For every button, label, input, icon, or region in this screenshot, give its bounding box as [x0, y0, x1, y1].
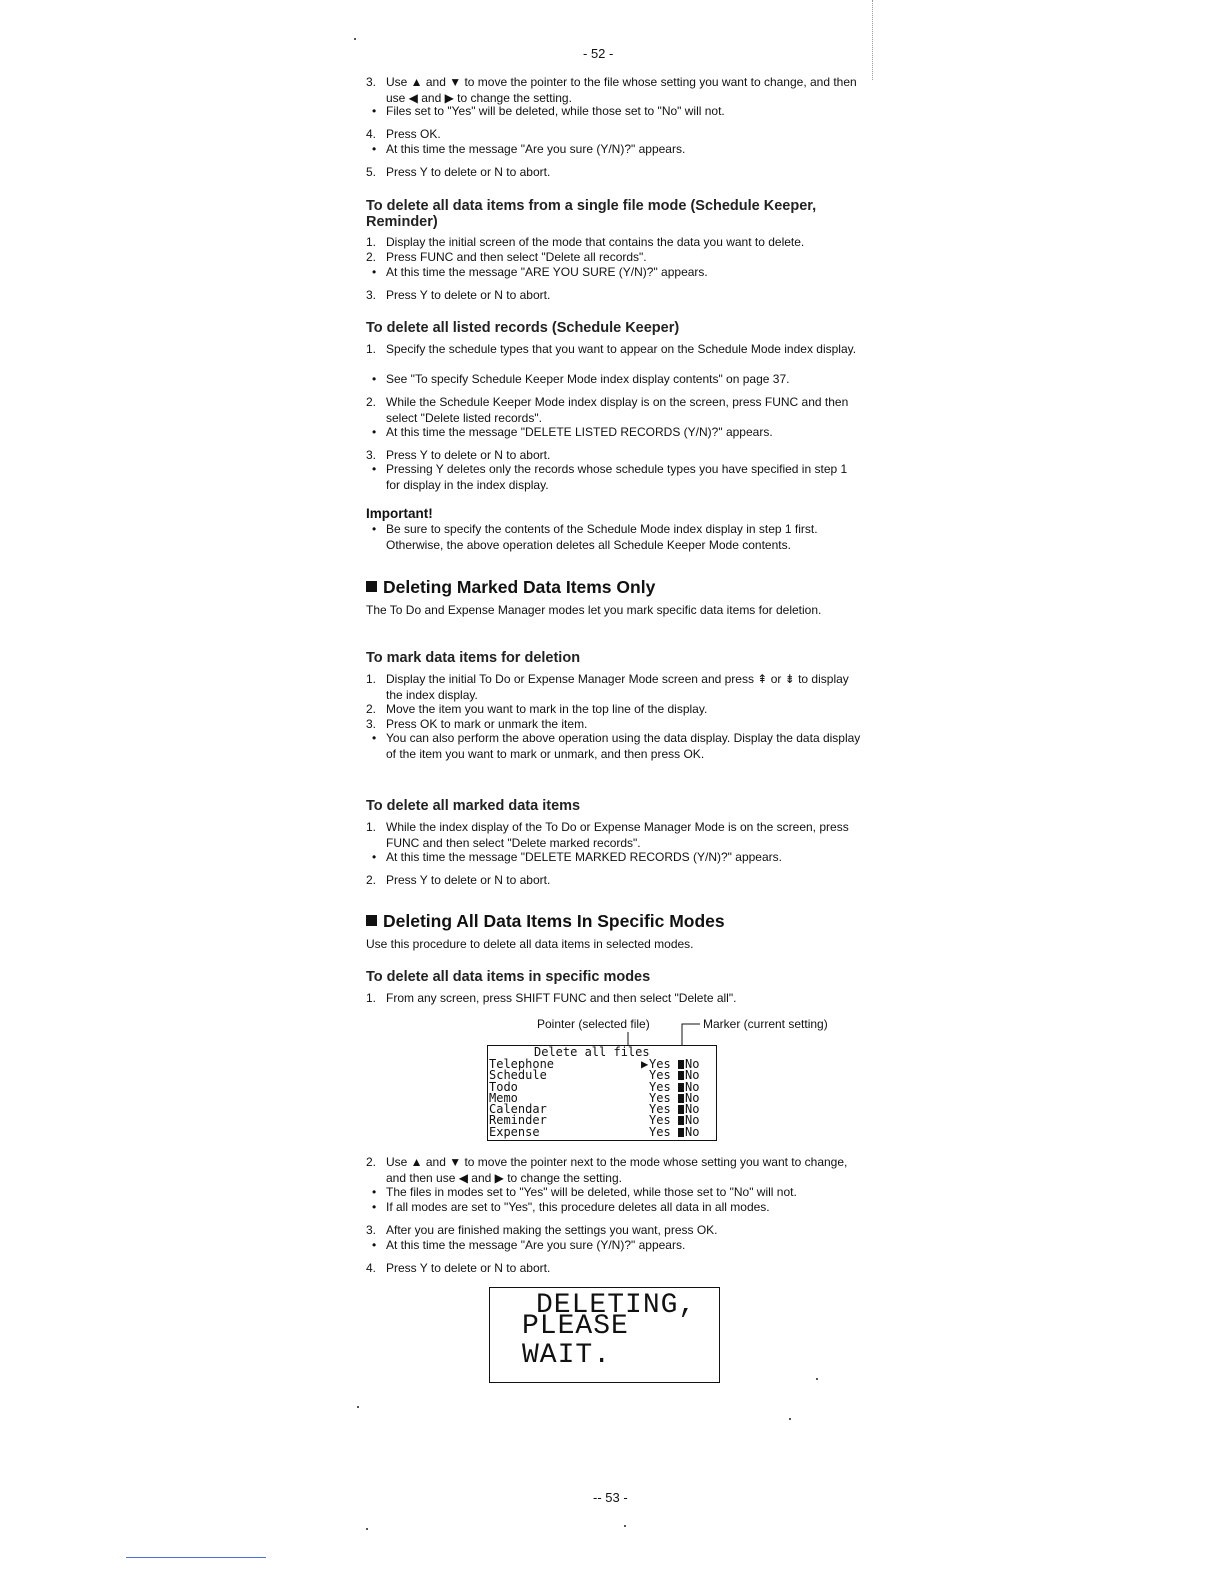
- marker-icon: [678, 1094, 684, 1103]
- intro-bullet-2: • At this time the message "Are you sure (Y/N)?" appears.: [372, 142, 686, 156]
- mark-heading: To mark data items for deletion: [366, 650, 581, 666]
- marker-icon: [678, 1116, 684, 1125]
- lcd-title: Delete all files: [534, 1045, 650, 1059]
- delete-marked-bullet: • At this time the message "DELETE MARKED RECORDS (Y/N)?" appears.: [372, 850, 782, 864]
- important-heading: Important!: [366, 506, 433, 521]
- lcd-deleting-line2: PLEASE WAIT.: [522, 1311, 629, 1371]
- mark-step-2: 2. Move the item you want to mark in the top line of the display.: [366, 702, 708, 716]
- mark-bullet: • You can also perform the above operation using the data display. Display the data display of the item you want to mark or unmark, and then press OK.: [372, 731, 861, 761]
- listed-bullet-2: • At this time the message "DELETE LISTED RECORDS (Y/N)?" appears.: [372, 425, 773, 439]
- all-modes-bullet-2a: • The files in modes set to "Yes" will be deleted, while those set to "No" will not.: [372, 1185, 797, 1199]
- lcd-deleting-line1: DELETING,: [536, 1290, 697, 1321]
- delete-marked-heading: To delete all marked data items: [366, 798, 581, 814]
- delete-marked-step-1: 1. While the index display of the To Do or Expense Manager Mode is on the screen, press FUNC and then select "Delete marked records".: [366, 820, 849, 850]
- marker-icon: [678, 1071, 684, 1080]
- marker-icon: [678, 1083, 684, 1092]
- callout-marker-label: Marker (current setting): [703, 1017, 828, 1031]
- intro-step-4: 4. Press OK.: [366, 127, 441, 141]
- all-modes-step-4: 4. Press Y to delete or N to abort.: [366, 1261, 551, 1275]
- pointer-icon: ▶: [641, 1057, 649, 1071]
- single-step-1: 1. Display the initial screen of the mode that contains the data you want to delete.: [366, 235, 805, 249]
- lcd-row: Schedule Yes No: [489, 1068, 700, 1083]
- delete-marked-step-2: 2. Press Y to delete or N to abort.: [366, 873, 551, 887]
- lcd-row: Todo Yes No: [489, 1079, 700, 1094]
- lcd-row: Memo Yes No: [489, 1090, 700, 1105]
- marker-icon: [678, 1060, 684, 1069]
- lcd-rows: [489, 1059, 713, 1138]
- section-square-icon: [366, 581, 377, 592]
- scan-speck: [366, 1528, 368, 1530]
- single-step-2: 2. Press FUNC and then select "Delete all records".: [366, 250, 647, 264]
- all-modes-step-1: 1. From any screen, press SHIFT FUNC and then select "Delete all".: [366, 991, 737, 1005]
- intro-bullet-1: • Files set to "Yes" will be deleted, while those set to "No" will not.: [372, 104, 725, 118]
- listed-step-1: 1. Specify the schedule types that you want to appear on the Schedule Mode index display.: [366, 342, 857, 356]
- page-number-top: - 52 -: [583, 46, 614, 61]
- page-number-bottom: -- 53 -: [593, 1490, 628, 1505]
- lcd-row: Calendar Yes No: [489, 1102, 700, 1117]
- lcd-row: Telephone ▶ Yes No: [489, 1057, 700, 1071]
- single-step-3: 3. Press Y to delete or N to abort.: [366, 288, 551, 302]
- scan-speck: [816, 1378, 818, 1380]
- marked-intro: The To Do and Expense Manager modes let you mark specific data items for deletion.: [366, 603, 822, 617]
- scan-speck: [789, 1418, 791, 1420]
- intro-step-3: 3. Use ▲ and ▼ to move the pointer to the file whose setting you want to change, and then use ◀ and ▶ to change the setting.: [366, 75, 857, 105]
- listed-bullet-3: • Pressing Y deletes only the records whose schedule types you have specified in step 1 for display in the index display.: [372, 462, 848, 492]
- all-modes-intro: Use this procedure to delete all data items in selected modes.: [366, 937, 694, 951]
- important-bullet: • Be sure to specify the contents of the Schedule Mode index display in step 1 first. Otherwise, the above operation deletes all Schedule Keeper Mode contents.: [372, 522, 818, 552]
- scan-edge-dots: [872, 0, 874, 80]
- mark-step-3: 3. Press OK to mark or unmark the item.: [366, 717, 588, 731]
- listed-step-3: 3. Press Y to delete or N to abort.: [366, 448, 551, 462]
- lcd-row: Reminder Yes No: [489, 1113, 700, 1128]
- intro-step-5: 5. Press Y to delete or N to abort.: [366, 165, 551, 179]
- section-all-modes-title: Deleting All Data Items In Specific Modes: [366, 911, 725, 932]
- scan-speck: [354, 38, 356, 40]
- all-modes-step-3: 3. After you are finished making the settings you want, press OK.: [366, 1223, 718, 1237]
- scan-edge-line: [126, 1557, 266, 1558]
- listed-heading: To delete all listed records (Schedule Keeper): [366, 320, 680, 336]
- all-modes-step-2: 2. Use ▲ and ▼ to move the pointer next to the mode whose setting you want to change, and then use ◀ and ▶ to change the setting.: [366, 1155, 848, 1185]
- section-marked-title: Deleting Marked Data Items Only: [366, 577, 655, 598]
- single-bullet-1: • At this time the message "ARE YOU SURE (Y/N)?" appears.: [372, 265, 708, 279]
- listed-step-2: 2. While the Schedule Keeper Mode index display is on the screen, press FUNC and then select "Delete listed records".: [366, 395, 849, 425]
- single-file-heading: To delete all data items from a single file mode (Schedule Keeper, Reminder): [366, 198, 817, 230]
- marker-icon: [678, 1128, 684, 1137]
- marker-icon: [678, 1105, 684, 1114]
- scan-speck: [357, 1406, 359, 1408]
- lcd-delete-all-files: [487, 1045, 717, 1141]
- lcd-deleting: [489, 1287, 720, 1383]
- all-modes-heading: To delete all data items in specific modes: [366, 969, 651, 985]
- callout-pointer-label: Pointer (selected file): [537, 1017, 650, 1031]
- all-modes-bullet-2b: • If all modes are set to "Yes", this procedure deletes all data in all modes.: [372, 1200, 770, 1214]
- listed-bullet-1: • See "To specify Schedule Keeper Mode index display contents" on page 37.: [372, 372, 790, 386]
- mark-step-1: 1. Display the initial To Do or Expense Manager Mode screen and press ⇞ or ⇟ to display the index display.: [366, 672, 849, 702]
- scan-speck: [624, 1525, 626, 1527]
- section-square-icon: [366, 915, 377, 926]
- all-modes-bullet-3: • At this time the message "Are you sure (Y/N)?" appears.: [372, 1238, 686, 1252]
- lcd-row: Expense Yes No: [489, 1124, 700, 1139]
